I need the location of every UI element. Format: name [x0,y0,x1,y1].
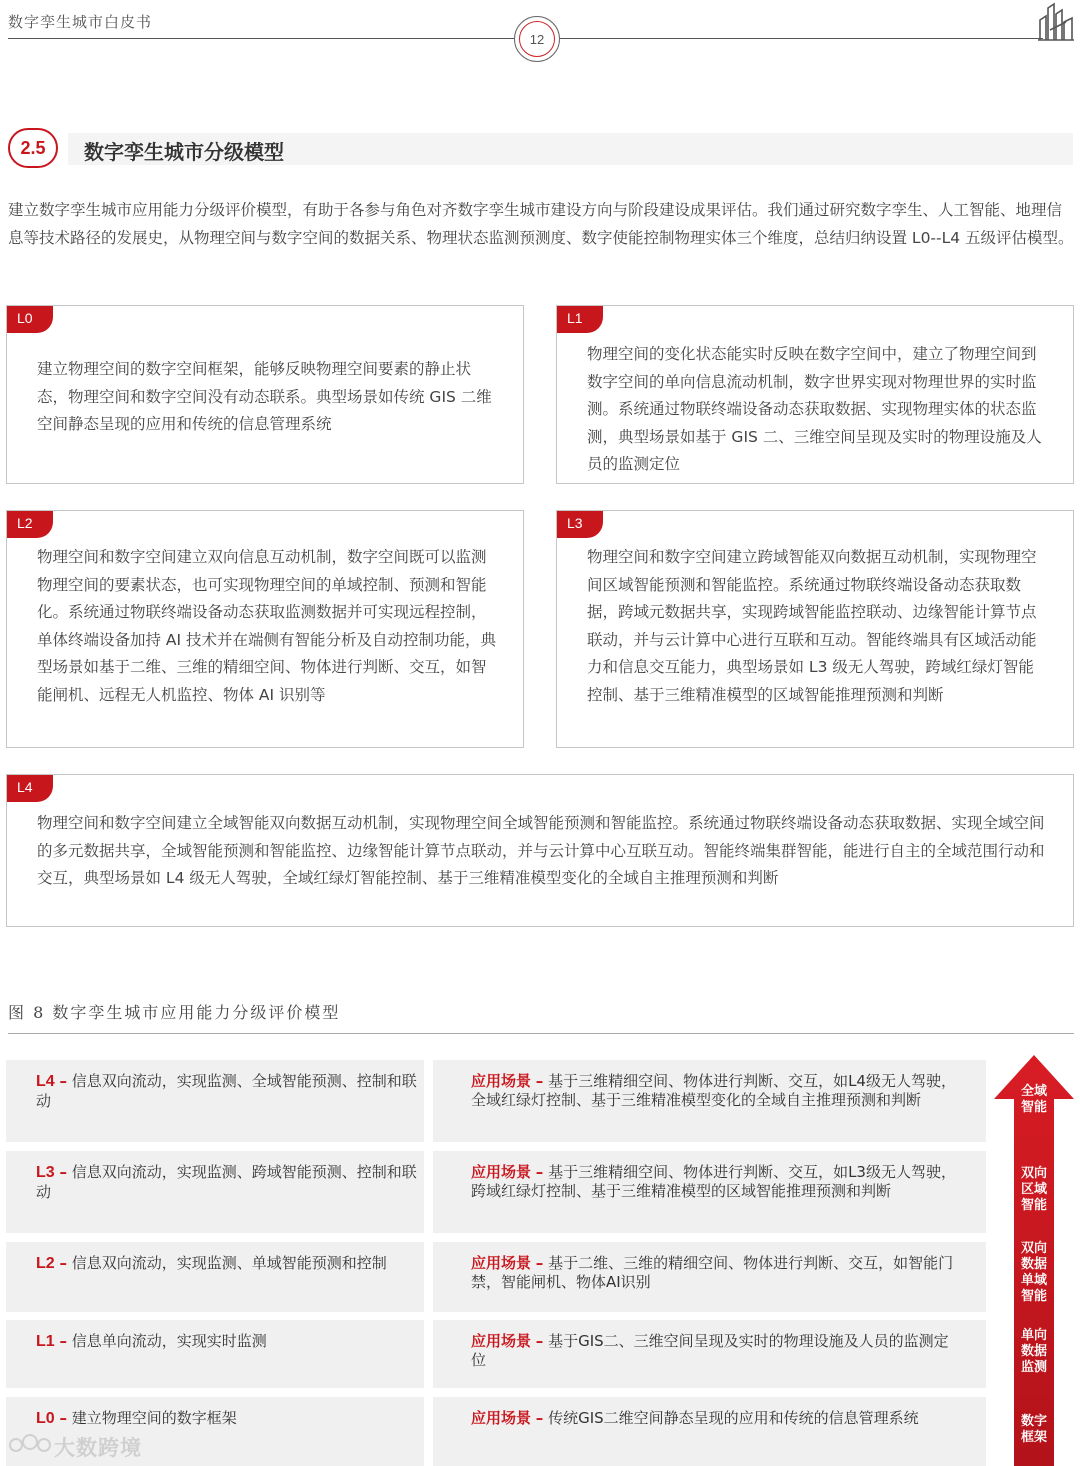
level-summary: 信息双向流动，实现监测、全域智能预测、控制和联动 [36,1072,417,1110]
arrow-label-4: 单向 数据 监测 [1020,1328,1047,1375]
level-card-l2 [6,510,524,748]
figure-row-l3-scene [433,1151,986,1233]
scene-label: 应用场景 [471,1072,532,1090]
scene-dash: – [535,1254,544,1272]
arrow-label-5: 数字 框架 [1020,1414,1047,1445]
level-dash: – [59,1163,67,1181]
figure-rule [8,1033,1074,1034]
scene-dash: – [535,1163,544,1181]
level-dash: – [59,1072,67,1090]
level-summary: 信息双向流动，实现监测、单域智能预测和控制 [71,1254,387,1272]
level-card-l3 [556,510,1074,748]
figure-row-l2-level [6,1242,424,1312]
scene-dash: – [535,1072,544,1090]
level-tag: L1 [557,306,603,333]
level-dash: – [59,1409,67,1427]
arrow-label-3: 双向 数据 单域 智能 [1020,1241,1047,1304]
figure-row-l4-scene [433,1060,986,1142]
level-description: 物理空间的变化状态能实时反映在数字空间中，建立了物理空间到数字空间的单向信息流动机制，数字世界实现对物理世界的实时监测。系统通过物联终端设备动态获取数据、实现物理实体的状态监测，典型场景如基于 GIS 二、三维空间呈现及实时的物理设施及人员的监测定位 [587,345,1042,473]
scene-text: 传统GIS二维空间静态呈现的应用和传统的信息管理系统 [548,1409,919,1427]
scene-label: 应用场景 [471,1163,532,1181]
figure-row-l4-level [6,1060,424,1142]
level-summary: 信息双向流动，实现监测、跨域智能预测、控制和联动 [36,1163,417,1201]
figure-row-l3-level [6,1151,424,1233]
level-dash: – [59,1254,67,1272]
section-title: 数字孪生城市分级模型 [84,140,284,164]
level-code: L1 [36,1333,55,1350]
scene-text: 基于三维精细空间、物体进行判断、交互，如L4级无人驾驶，全域红绿灯控制、基于三维精准模型变化的全域自主推理预测和判断 [471,1072,956,1109]
level-dash: – [59,1332,67,1350]
level-code: L4 [36,1073,55,1090]
level-tag: L4 [7,775,53,802]
level-summary: 信息单向流动，实现实时监测 [71,1332,267,1350]
scene-dash: – [535,1332,544,1350]
watermark-text: 大数跨境 [54,1436,142,1460]
scene-label: 应用场景 [471,1409,532,1427]
level-code: L3 [36,1164,55,1181]
scene-text: 基于GIS二、三维空间呈现及实时的物理设施及人员的监测定位 [471,1332,949,1369]
scene-dash: – [535,1409,544,1427]
level-description: 物理空间和数字空间建立双向信息互动机制，数字空间既可以监测物理空间的要素状态，也可实现物理空间的单域控制、预测和智能化。系统通过物联终端设备动态获取监测数据并可实现远程控制，单体终端设备加持 AI 技术并在端侧有智能分析及自动控制功能，典型场景如基于二维、三维的精细空间、物体进行判断、交互，如智能闸机、远程无人机监控、物体 AI 识别等 [37,548,497,704]
level-code: L0 [36,1410,55,1427]
scene-text: 基于三维精细空间、物体进行判断、交互，如L3级无人驾驶，跨域红绿灯控制、基于三维精准模型的区域智能推理预测和判断 [471,1163,956,1200]
level-code: L2 [36,1255,55,1272]
arrow-label-1: 全域 智能 [1020,1084,1047,1115]
level-description: 物理空间和数字空间建立跨域智能双向数据互动机制，实现物理空间区域智能预测和智能监控。系统通过物联终端设备动态获取数据，跨域元数据共享，实现跨域智能监控联动、边缘智能计算节点联动，并与云计算中心进行互联和互动。智能终端具有区域活动能力和信息交互能力，典型场景如 L3 级无人驾驶，跨域红绿灯智能控制、基于三维精准模型的区域智能推理预测和判断 [587,548,1037,704]
intro-paragraph: 建立数字孪生城市应用能力分级评价模型，有助于各参与角色对齐数字孪生城市建设方向与阶段建设成果评估。我们通过研究数字孪生、人工智能、地理信息等技术路径的发展史，从物理空间与数字空间的数据关系、物理状态监测预测度、数字使能控制物理实体三个维度，总结归纳设置 L0--L4 五级评估模型。 [8,201,1074,247]
level-card-l0 [6,305,524,484]
scene-text: 基于二维、三维的精细空间、物体进行判断、交互，如智能门禁，智能闸机、物体AI识别 [471,1254,954,1291]
figure-row-l1-scene [433,1320,986,1388]
document-title: 数字孪生城市白皮书 [8,13,153,31]
figure-row-l1-level [6,1320,424,1388]
level-tag: L3 [557,511,603,538]
level-description: 物理空间和数字空间建立全域智能双向数据互动机制，实现物理空间全域智能预测和智能监控。系统通过物联终端设备动态获取数据、实现全域空间的多元数据共享，全域智能预测和智能监控、边缘智能计算节点联动，并与云计算中心互联互动。智能终端集群智能，能进行自主的全域范围行动和交互，典型场景如 L4 级无人驾驶，全域红绿灯智能控制、基于三维精准模型变化的全域自主推理预测和判断 [37,814,1045,887]
figure-row-l0-scene [433,1397,986,1466]
level-summary: 建立物理空间的数字框架 [71,1409,237,1427]
level-card-l1 [556,305,1074,484]
level-description: 建立物理空间的数字空间框架，能够反映物理空间要素的静止状态，物理空间和数字空间没有动态联系。典型场景如传统 GIS 二维空间静态呈现的应用和传统的信息管理系统 [37,360,492,433]
section-number: 2.5 [8,128,58,168]
scene-label: 应用场景 [471,1332,532,1350]
level-card-l4 [6,774,1074,927]
figure-caption: 图 8 数字孪生城市应用能力分级评价模型 [8,1003,341,1022]
page-number-badge [514,16,560,62]
level-tag: L0 [7,306,53,333]
city-skyline-icon [1036,2,1076,42]
arrow-label-2: 双向 区域 智能 [1020,1166,1047,1213]
level-tag: L2 [7,511,53,538]
watermark-logo-icon [8,1432,52,1458]
scene-label: 应用场景 [471,1254,532,1272]
page-number: 12 [519,21,555,57]
figure-row-l2-scene [433,1242,986,1312]
